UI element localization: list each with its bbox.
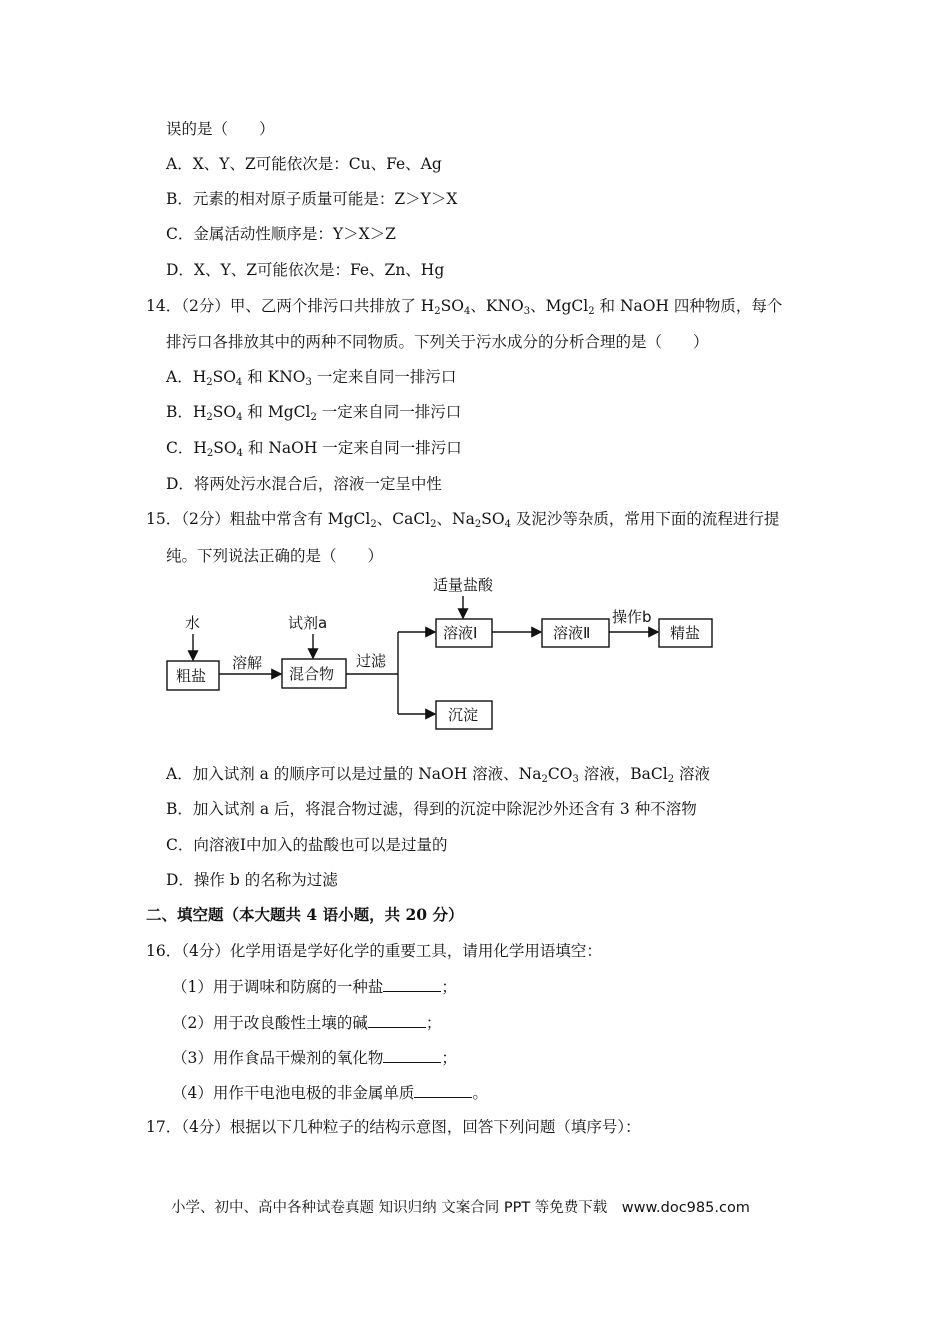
answer-blank[interactable]: [368, 1012, 426, 1028]
q16-stem: 16．（4分）化学用语是学好化学的重要工具，请用化学用语填空：: [146, 942, 602, 960]
label-solution2: 溶液Ⅱ: [553, 624, 591, 642]
answer-blank[interactable]: [414, 1082, 472, 1098]
label-mixture: 混合物: [289, 665, 335, 683]
q15-option-a: A．加入试剂 a 的顺序可以是过量的 NaOH 溶液、$Na_2CO_3$ 溶液，BaCl$_2$ 溶液: [166, 765, 711, 785]
label-op-b: 操作b: [612, 608, 652, 626]
answer-blank[interactable]: [383, 976, 441, 992]
q16-item-3: （3）用作食品干燥剂的氧化物 ；: [172, 1049, 457, 1067]
q14-option-c: C．$H_2SO_4$ 和 NaOH 一定来自同一排污口: [166, 439, 462, 459]
label-refined-salt: 精盐: [670, 624, 701, 642]
purification-flowchart: [160, 570, 730, 735]
page-footer: 小学、初中、高中各种试卷真题 知识归纳 文案合同 PPT 等免费下载 www.doc985.com: [171, 1200, 750, 1216]
q13-option-c: C．金属活动性顺序是：Y＞X＞Z: [166, 225, 396, 243]
q14-option-a: A．$H_2SO_4$ 和 $KNO_3$ 一定来自同一排污口: [166, 368, 457, 388]
q14-stem-line1: 14．（2分）甲、乙两个排污口共排放了 $H_2SO_4$、$KNO_3$、MgCl$_2$ 和 NaOH 四种物质，每个: [146, 297, 783, 317]
q13-option-a: A．X、Y、Z可能依次是：Cu、Fe、Ag: [166, 155, 442, 173]
q15-option-d: D．操作 b 的名称为过滤: [166, 871, 338, 889]
answer-blank[interactable]: [383, 1047, 441, 1063]
q16-item-1: （1）用于调味和防腐的一种盐 ；: [172, 978, 457, 996]
label-dissolve: 溶解: [232, 654, 263, 672]
q17-stem: 17．（4分）根据以下几种粒子的结构示意图，回答下列问题（填序号）：: [146, 1118, 641, 1136]
label-solution1: 溶液Ⅰ: [443, 624, 478, 642]
q14-stem-line2: 排污口各排放其中的两种不同物质。下列关于污水成分的分析合理的是（ ）: [166, 333, 709, 351]
q13-option-d: D．X、Y、Z可能依次是：Fe、Zn、Hg: [166, 261, 445, 279]
label-water: 水: [185, 614, 201, 632]
q15-stem-line1: 15．（2分）粗盐中常含有 MgCl$_2$、CaCl$_2$、$Na_2SO_4$ 及泥沙等杂质，常用下面的流程进行提: [146, 510, 780, 530]
q13-option-b: B．元素的相对原子质量可能是：Z＞Y＞X: [166, 190, 458, 208]
label-reagent-a: 试剂a: [288, 614, 328, 632]
section2-title: 二、填空题（本大题共 4 语小题，共 20 分）: [146, 905, 464, 924]
q15-option-b: B．加入试剂 a 后，将混合物过滤，得到的沉淀中除泥沙外还含有 3 种不溶物: [166, 800, 697, 818]
q13-stem-tail: 误的是（ ）: [166, 120, 275, 138]
label-precipitate: 沉淀: [448, 706, 479, 724]
label-hcl: 适量盐酸: [433, 576, 494, 594]
q15-option-c: C．向溶液Ⅰ中加入的盐酸也可以是过量的: [166, 836, 448, 854]
q16-item-4: （4）用作干电池电极的非金属单质 。: [172, 1084, 488, 1102]
q16-item-2: （2）用于改良酸性土壤的碱 ；: [172, 1014, 442, 1032]
q14-option-d: D．将两处污水混合后，溶液一定呈中性: [166, 475, 442, 493]
label-crude-salt: 粗盐: [176, 667, 207, 685]
q15-stem-line2: 纯。下列说法正确的是（ ）: [166, 547, 384, 565]
label-filter: 过滤: [356, 652, 387, 670]
q14-option-b: B．$H_2SO_4$ 和 MgCl$_2$ 一定来自同一排污口: [166, 403, 462, 423]
